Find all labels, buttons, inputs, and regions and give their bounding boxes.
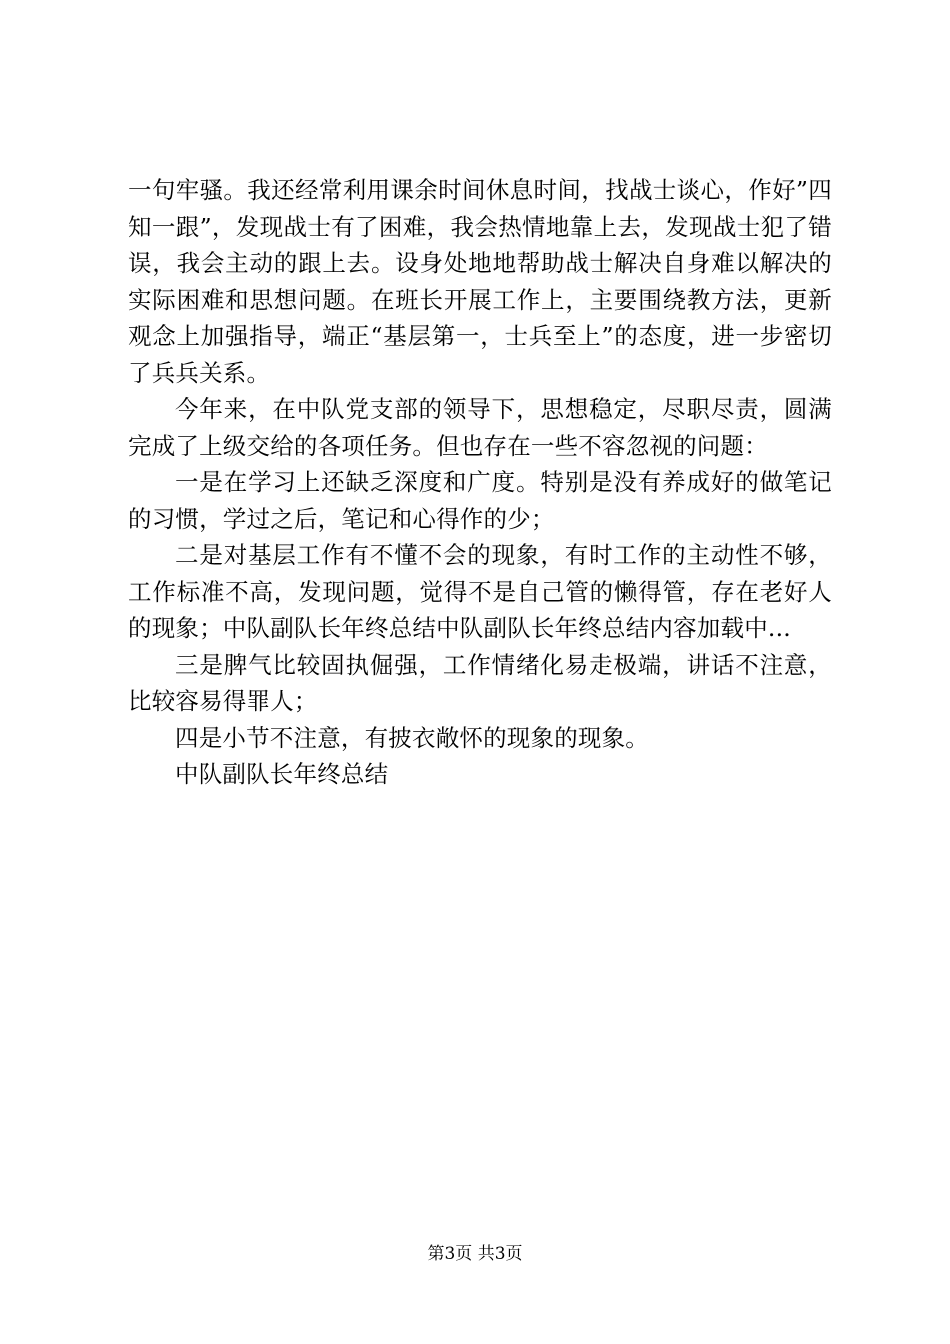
paragraph-issue-4: 四是小节不注意，有披衣敞怀的现象的现象。 — [175, 723, 649, 752]
page-number: 第3页 共3页 — [427, 1244, 523, 1264]
paragraph-issue-3: 三是脾气比较固执倔强，工作情绪化易走极端，讲话不注意，比较容易得罪人； — [128, 650, 832, 715]
page-footer — [0, 1242, 950, 1266]
document-body — [128, 172, 832, 793]
paragraph-summary: 今年来，在中队党支部的领导下，思想稳定，尽职尽责，圆满完成了上级交给的各项任务。但也存在一些不容忽视的问题： — [128, 395, 832, 460]
paragraph-issue-1: 一是在学习上还缺乏深度和广度。特别是没有养成好的做笔记的习惯，学过之后，笔记和心得作的少； — [128, 468, 832, 533]
paragraph-continuation: 一句牢骚。我还经常利用课余时间休息时间，找战士谈心，作好”四知一跟”，发现战士有了困难，我会热情地靠上去，发现战士犯了错误，我会主动的跟上去。设身处地地帮助战士解决自身难以解决的实际困难和思想问题。在班长开展工作上，主要围绕教方法，更新观念上加强指导，端正“基层第一，士兵至上”的态度，进一步密切了兵兵关系。 — [128, 176, 832, 387]
paragraph-issue-2: 二是对基层工作有不懂不会的现象，有时工作的主动性不够，工作标准不高，发现问题，觉得不是自己管的懒得管，存在老好人的现象；中队副队长年终总结中队副队长年终总结内容加载中... — [128, 541, 832, 642]
paragraph-closing-title: 中队副队长年终总结 — [175, 760, 389, 788]
